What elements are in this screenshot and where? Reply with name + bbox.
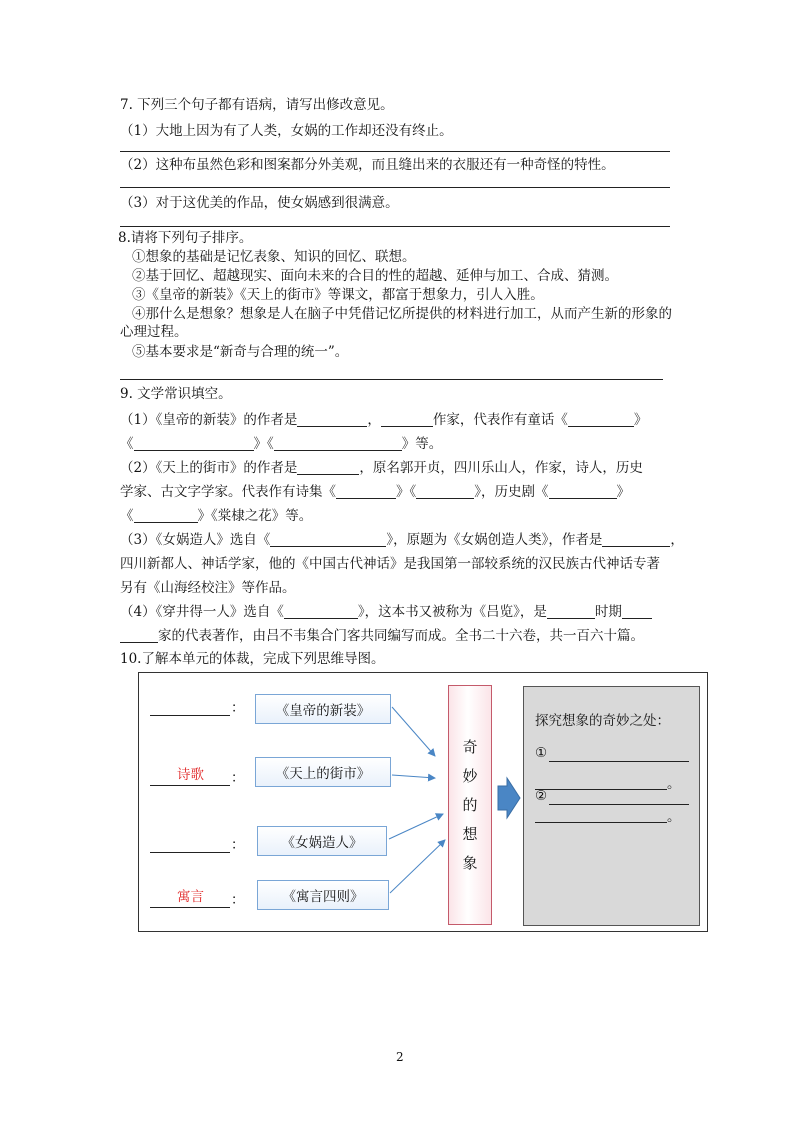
explore-box	[523, 686, 700, 926]
book-title: 《寓言四则》	[282, 889, 364, 905]
blank-author[interactable]	[602, 532, 670, 547]
text: 家的代表著作，由吕不韦集合门客共同编写而成。全书二十六卷，共一百六十篇。	[158, 628, 644, 644]
blank-school[interactable]	[120, 628, 158, 643]
mind-map	[138, 672, 708, 932]
q9-line-4	[120, 483, 630, 501]
text: ，原名郭开贞，四川乐山人，作家，诗人，历史	[359, 460, 643, 476]
q7-item-1: （1）大地上因为有了人类，女娲的工作却还没有终止。	[120, 123, 453, 139]
arrow-line	[392, 707, 435, 756]
text: 》	[616, 484, 630, 500]
colon: ：	[231, 892, 245, 908]
q9-title: 9. 文学常识填空。	[120, 386, 232, 402]
blank-period[interactable]	[547, 604, 595, 619]
q10-title: 10.了解本单元的体裁，完成下列思维导图。	[120, 651, 385, 667]
blank-work[interactable]	[134, 436, 254, 451]
text: 时期	[594, 604, 622, 620]
answer-line[interactable]	[549, 761, 689, 762]
q8-title: 8.请将下列句子排序。	[118, 230, 253, 246]
q9-line-5	[120, 507, 312, 525]
text: 》	[633, 412, 648, 428]
blank-work[interactable]	[568, 412, 634, 427]
colon: ：	[231, 837, 245, 853]
text: 《	[120, 508, 134, 524]
text: （3）《女娲造人》选自《	[120, 532, 271, 548]
answer-line[interactable]	[120, 379, 663, 380]
answer-line[interactable]	[535, 822, 667, 823]
answer-line[interactable]	[120, 226, 670, 227]
text: ，	[670, 532, 684, 548]
text: 学家、古文字学家。代表作有诗集《	[120, 484, 336, 500]
arrow-line	[392, 775, 435, 778]
blank-author[interactable]	[297, 460, 359, 475]
big-arrow-icon	[498, 778, 520, 818]
blank-school[interactable]	[622, 604, 652, 619]
q9-line-1	[120, 411, 647, 429]
blank-country[interactable]	[381, 412, 433, 427]
text: 》《	[396, 484, 417, 500]
arrow-line	[389, 814, 443, 839]
blank-work[interactable]	[134, 508, 198, 523]
blank-author[interactable]	[297, 412, 367, 427]
text: 作家，代表作有童话《	[432, 412, 568, 428]
page-number: 2	[396, 1050, 404, 1064]
q7-title: 7. 下列三个句子都有语病，请写出修改意见。	[120, 97, 394, 113]
blank-source[interactable]	[284, 604, 358, 619]
q7-item-3: （3）对于这优美的作品，使女娲感到很满意。	[120, 195, 399, 211]
center-char: 象	[462, 853, 478, 872]
q7-item-2: （2）这种布虽然色彩和图案都分外美观，而且缝出来的衣服还有一种奇怪的特性。	[120, 157, 615, 173]
q8-sentence-3: ③《皇帝的新装》《天上的街市》等课文，都富于想象力，引人入胜。	[132, 287, 544, 303]
text: ，	[367, 412, 381, 428]
text: （1）《皇帝的新装》的作者是	[120, 412, 298, 428]
text: 《	[120, 436, 134, 452]
center-char: 想	[462, 824, 478, 843]
text: 》《	[253, 436, 274, 452]
blank-work[interactable]	[416, 484, 474, 499]
q9-line-2	[120, 435, 442, 453]
arrow-line	[390, 840, 445, 893]
text: （4）《穿井得一人》选自《	[120, 604, 284, 620]
center-char: 妙	[462, 766, 478, 785]
q9-line-3	[120, 459, 643, 477]
colon: ：	[231, 700, 245, 716]
text: 》，原题为《女娲创造人类》，作者是	[386, 532, 603, 548]
center-theme-box	[448, 685, 492, 925]
explore-item-1: ①	[535, 745, 548, 761]
center-char: 的	[462, 795, 478, 814]
q9-line-10	[120, 627, 644, 645]
q9-line-7: 四川新都人、神话学家，他的《中国古代神话》是我国第一部较系统的汉民族古代神话专著	[120, 556, 660, 572]
q8-sentence-5: ⑤基本要求是“新奇与合理的统一”。	[132, 344, 349, 360]
period: 。	[667, 809, 681, 825]
genre-label-fable: 寓言	[177, 889, 204, 905]
book-title: 《天上的街市》	[275, 766, 371, 782]
book-title: 《皇帝的新装》	[275, 703, 371, 719]
answer-line[interactable]	[535, 789, 667, 790]
answer-line[interactable]	[120, 187, 670, 188]
text: 》《棠棣之花》等。	[197, 508, 313, 524]
blank-work[interactable]	[336, 484, 396, 499]
q8-sentence-2: ②基于回忆、超越现实、面向未来的合目的性的超越、延伸与加工、合成、猜测。	[132, 268, 618, 284]
q8-sentence-4: ④那什么是想象？想象是人在脑子中凭借记忆所提供的材料进行加工，从而产生新的形象的	[132, 306, 672, 322]
blank-work[interactable]	[274, 436, 402, 451]
colon: ：	[231, 770, 245, 786]
text: （2）《天上的街市》的作者是	[120, 460, 298, 476]
q8-sentence-1: ①想象的基础是记忆表象、知识的回忆、联想。	[132, 249, 416, 265]
text: 》，历史剧《	[474, 484, 549, 500]
q9-line-8: 另有《山海经校注》等作品。	[120, 580, 296, 596]
blank-work[interactable]	[549, 484, 617, 499]
answer-line[interactable]	[120, 151, 670, 152]
q8-sentence-4-cont: 心理过程。	[120, 324, 188, 340]
answer-line[interactable]	[549, 804, 689, 805]
q9-line-9	[120, 603, 652, 621]
q9-line-6	[120, 531, 684, 549]
text: 》，这本书又被称为《吕览》，是	[357, 604, 547, 620]
genre-label-poetry: 诗歌	[177, 767, 204, 783]
center-char: 奇	[462, 737, 478, 756]
explore-item-2: ②	[535, 788, 548, 804]
book-title: 《女娲造人》	[281, 835, 363, 851]
explore-title: 探究想象的奇妙之处：	[535, 713, 670, 729]
blank-source[interactable]	[270, 532, 386, 547]
text: 》等。	[401, 436, 443, 452]
period: 。	[667, 776, 681, 792]
